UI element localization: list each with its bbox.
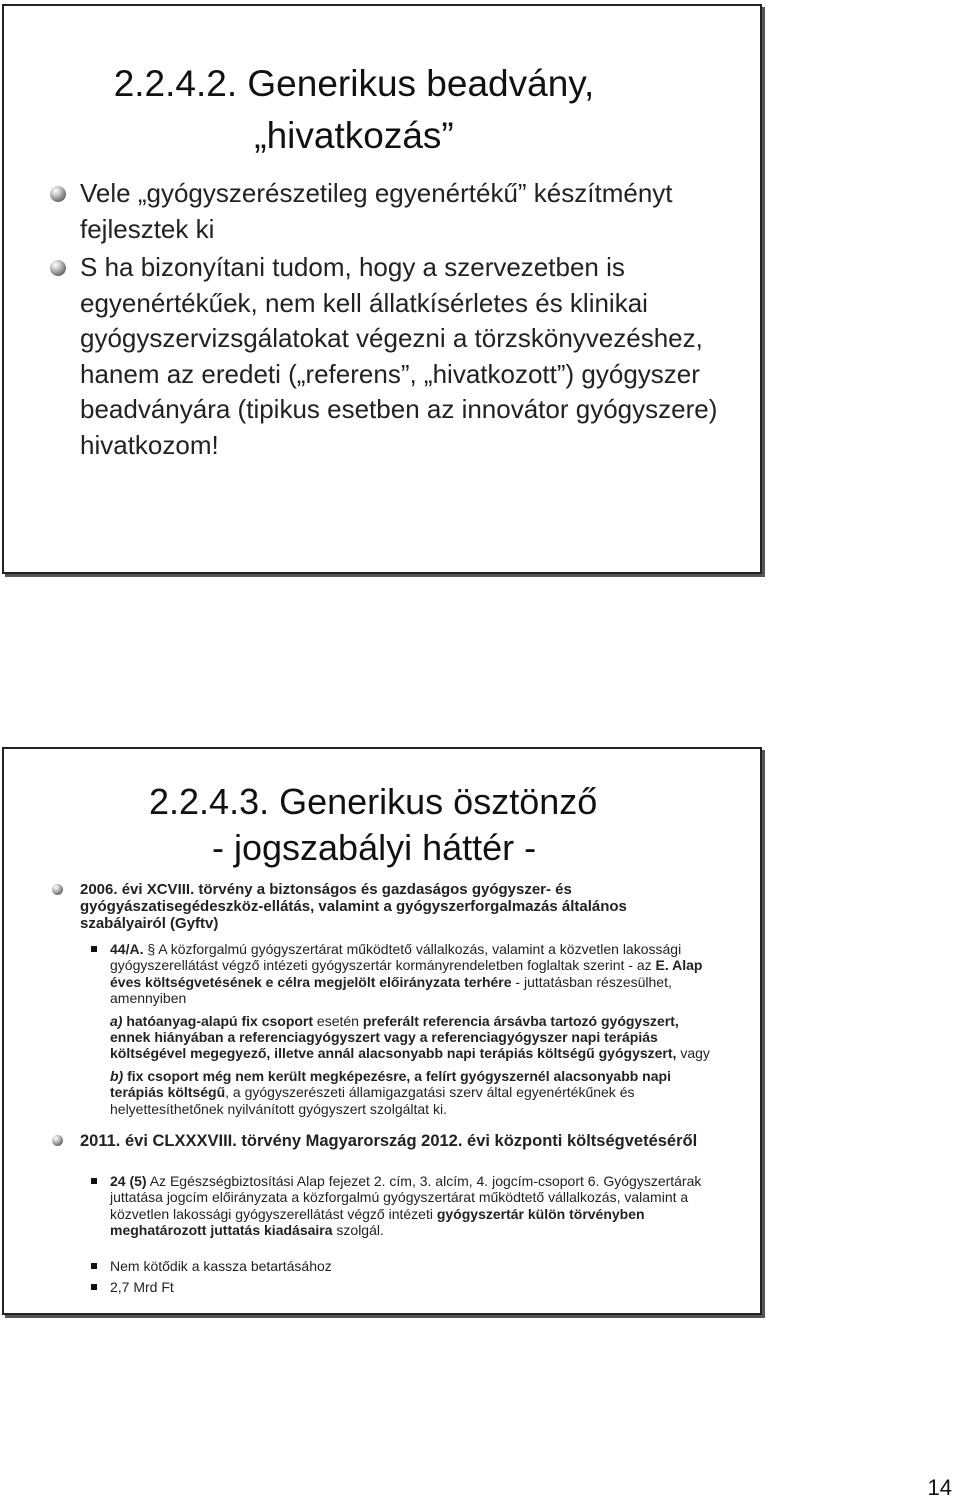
square-bullet-icon [91, 1263, 97, 1269]
sub-text: Nem kötődik a kassza betartásához [110, 1258, 332, 1274]
text: vagy [676, 1045, 710, 1062]
slide-2-bullet-gyftv [54, 881, 714, 932]
text-label: b) [110, 1067, 124, 1084]
slide-2-sub-amount [94, 1279, 714, 1295]
slide-1-bullet-2 [52, 250, 732, 463]
bullet-text: 2011. évi CLXXXVIII. törvény Magyarország 2012. évi központi költségvetéséről [80, 1132, 698, 1150]
para-3 [110, 1068, 714, 1117]
square-bullet-icon [91, 946, 97, 952]
slide-2-sub-24 [94, 1173, 714, 1239]
text: Az Egészségbiztosítási Alap fejezet 2. cím, 3. alcím, 4. jogcím-csoport 6. Gyógyszertárak juttatása jogcím előirányzata a közforgalmú gyógyszertárat működtető vállalkozás, valamint a közvetlen lakossági gyógyszerellátást végző intézeti [110, 1173, 702, 1222]
sub-text [94, 941, 714, 1117]
slide-2-bullet-kvtv [54, 1132, 714, 1151]
slide-1 [2, 4, 762, 574]
text-bold: fix csoport még nem került megképezésre, a felírt gyógyszernél alacsonyabb napi terápiás költségű [110, 1067, 671, 1101]
text-bold: E. Alap éves költségvetésének e célra megjelölt előirányzata terhére [110, 957, 703, 990]
text: - juttatásban részesülhet, amennyiben [110, 973, 672, 1007]
bullet-ball-icon [50, 186, 66, 202]
text: esetén [313, 1012, 363, 1029]
bullet-ball-icon [50, 260, 66, 276]
text: szolgál. [332, 1222, 384, 1239]
text-bold: hatóanyag-alapú fix csoport [122, 1012, 314, 1029]
text-label: a) [110, 1012, 123, 1029]
sub-text: 2,7 Mrd Ft [110, 1279, 174, 1295]
slide-1-title [4, 58, 704, 162]
slide-2-title [4, 779, 764, 871]
slide-2 [2, 747, 762, 1315]
slide-2-sub-44a [94, 941, 714, 1117]
bullet-text: 2006. évi XCVIII. törvény a biztonságos és gazdaságos gyógyszer- és gyógyászatisegédeszköz-ellátás, valamint a gyógyszerforgalmazás általános szabályairól (Gyftv) [80, 881, 627, 932]
text-bold: 44/A. [110, 941, 144, 957]
text: § A közforgalmú gyógyszertárat működtető vállalkozás, valamint a közvetlen lakossági gyógyszerellátást végző intézeti gyógyszertár kormányrendeletben foglaltak szerint - az [110, 941, 682, 974]
bullet-text: Vele „gyógyszerészetileg egyenértékű” készítményt fejlesztek ki [80, 178, 673, 244]
text-bold: preferált referencia ársávba tartozó gyógyszert, ennek hiányában a referenciagyógyszert vagy a referenciagyógyszer napi terápiás költségével megegyező, illetve annál alacsonyabb napi terápiás költségű gyógyszert, [110, 1012, 679, 1062]
bullet-ball-icon [52, 884, 63, 895]
para-2 [110, 1013, 714, 1062]
slide-2-sub-kassza [94, 1258, 714, 1274]
page-number: 14 [927, 1475, 952, 1500]
slide-2-title-line-2: - jogszabályi háttér - [212, 827, 537, 868]
square-bullet-icon [91, 1178, 97, 1184]
bullet-text: S ha bizonyítani tudom, hogy a szervezetben is egyenértékűek, nem kell állatkísérletes és klinikai gyógyszervizsgálatokat végezni a törzskönyvezéshez, hanem az eredeti („referens”, „hivatkozott”) gyógyszer beadványára (tipikus esetben az innovátor gyógyszere) hivatkozom! [80, 252, 718, 460]
para-1 [110, 941, 702, 1006]
bullet-ball-icon [52, 1135, 63, 1146]
slide-1-title-line-2: „hivatkozás” [254, 115, 454, 156]
square-bullet-icon [91, 1284, 97, 1290]
slide-1-bullet-1 [52, 176, 732, 247]
sub-text [94, 1173, 714, 1239]
slide-1-title-line-1: 2.2.4.2. Generikus beadvány, [113, 63, 595, 104]
slide-2-title-line-1: 2.2.4.3. Generikus ösztönző [149, 781, 598, 822]
text-bold: gyógyszertár külön törvényben meghatározott juttatás kiadásaira [110, 1205, 645, 1239]
text-bold: 24 [110, 1173, 126, 1189]
text-bold: (5) [129, 1173, 147, 1189]
text: , a gyógyszerészeti államigazgatási szerv által egyenértékűnek és helyettesíthetőnek nyilvánított gyógyszert szolgáltat ki. [110, 1084, 635, 1117]
